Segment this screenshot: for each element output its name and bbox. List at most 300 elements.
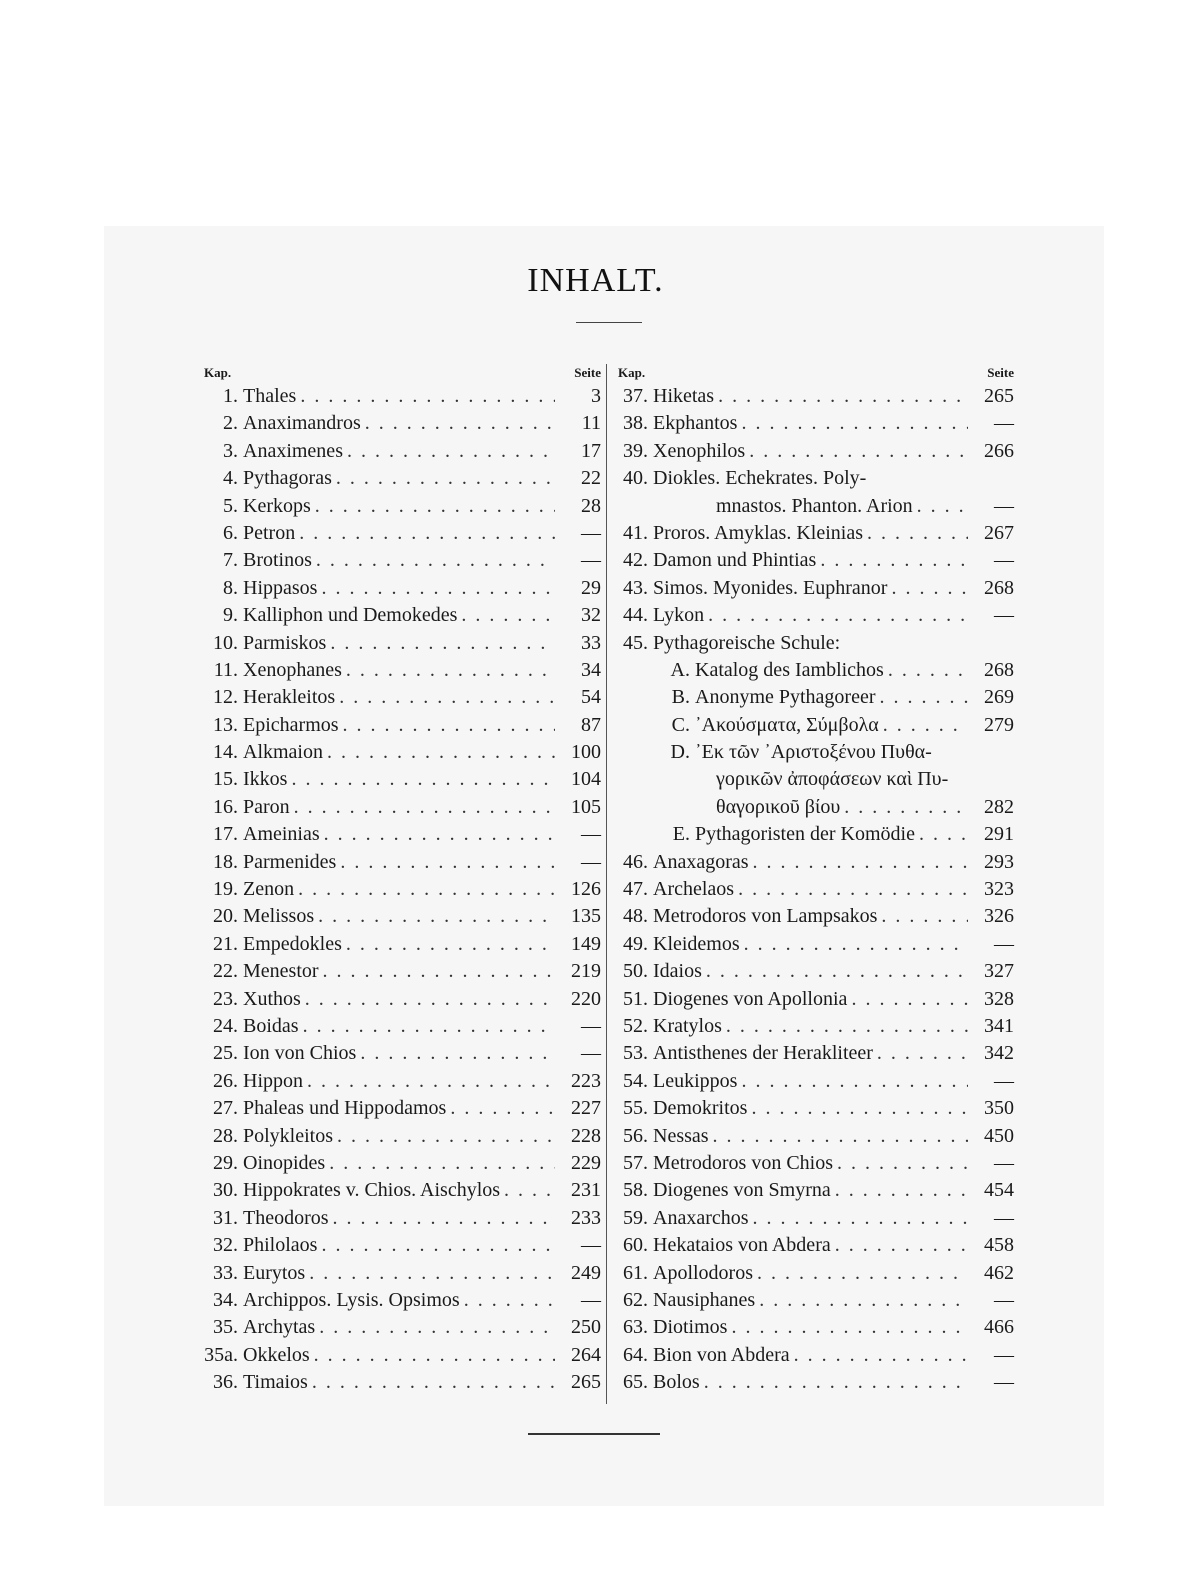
toc-list	[610, 383, 1014, 1396]
entry-number: 54.	[623, 1069, 648, 1092]
toc-entry	[610, 465, 1014, 492]
entry-number: 38.	[623, 412, 648, 435]
toc-entry	[196, 1232, 601, 1259]
entry-number: 21.	[213, 932, 238, 955]
entry-number: 33.	[213, 1261, 238, 1284]
dot-leader	[340, 849, 555, 876]
entry-number: 10.	[213, 631, 238, 654]
entry-title: γορικῶν ἀποφάσεων καὶ Πυ-	[716, 768, 949, 791]
toc-entry	[196, 684, 601, 711]
entry-page: 327	[984, 960, 1014, 983]
entry-page: 220	[571, 987, 601, 1010]
entry-title: Metrodoros von Lampsakos	[653, 905, 878, 928]
dot-leader	[321, 1232, 555, 1259]
entry-page: 223	[571, 1069, 601, 1092]
entry-number: 52.	[623, 1014, 648, 1037]
entry-number: 48.	[623, 905, 648, 928]
entry-number: 65.	[623, 1371, 648, 1394]
toc-entry	[196, 986, 601, 1013]
entry-title: Epicharmos	[243, 713, 339, 736]
entry-number: 29.	[213, 1151, 238, 1174]
entry-number: 57.	[623, 1151, 648, 1174]
entry-number: 59.	[623, 1206, 648, 1229]
entry-title: θαγορικοῦ βίου	[716, 795, 841, 818]
entry-page: 328	[984, 987, 1014, 1010]
entry-page: —	[581, 1014, 601, 1037]
entry-title: Kerkops	[243, 494, 311, 517]
entry-title: Bion von Abdera	[653, 1343, 790, 1366]
dot-leader	[337, 1123, 555, 1150]
column-header	[610, 362, 1014, 383]
toc-entry	[196, 410, 601, 437]
entry-title: Petron	[243, 521, 296, 544]
toc-entry	[610, 1013, 1014, 1040]
entry-title: Zenon	[243, 878, 295, 901]
entry-title: Herakleitos	[243, 686, 336, 709]
dot-leader	[744, 931, 968, 958]
entry-number: 53.	[623, 1042, 648, 1065]
entry-title: Pythagoristen der Komödie	[695, 823, 915, 846]
entry-number: 4.	[223, 467, 238, 490]
entry-number: 51.	[623, 987, 648, 1010]
entry-number: 7.	[223, 549, 238, 572]
entry-number: 62.	[623, 1288, 648, 1311]
entry-page: —	[994, 1343, 1014, 1366]
entry-number: 37.	[623, 385, 648, 407]
dot-leader	[877, 1040, 968, 1067]
entry-page: 105	[571, 795, 601, 818]
column-header	[196, 362, 601, 383]
kap-label: Kap.	[204, 365, 232, 380]
dot-leader	[339, 684, 555, 711]
dot-leader	[343, 712, 555, 739]
toc-entry	[196, 1260, 601, 1287]
toc-entry	[196, 766, 601, 793]
dot-leader	[888, 657, 968, 684]
entry-page: 462	[984, 1261, 1014, 1284]
entry-number: 60.	[623, 1234, 648, 1257]
toc-column-left	[196, 362, 601, 1396]
entry-title: Brotinos	[243, 549, 312, 572]
toc-entry	[610, 630, 1014, 657]
entry-page: —	[581, 1288, 601, 1311]
dot-leader	[837, 1150, 968, 1177]
entry-title: Anaximenes	[243, 439, 343, 462]
entry-title: Apollodoros	[653, 1261, 753, 1284]
entry-title: Eurytos	[243, 1261, 306, 1284]
entry-page: 323	[984, 878, 1014, 901]
toc-entry	[610, 493, 1014, 520]
entry-page: —	[994, 932, 1014, 955]
dot-leader	[867, 520, 968, 547]
entry-number: 25.	[213, 1042, 238, 1065]
entry-page: 282	[984, 795, 1014, 818]
entry-number: 30.	[213, 1179, 238, 1202]
entry-page: 265	[984, 385, 1014, 407]
entry-page: 22	[581, 467, 601, 490]
entry-page: —	[581, 823, 601, 846]
entry-page: 279	[984, 713, 1014, 736]
toc-entry	[196, 849, 601, 876]
entry-page: —	[994, 494, 1014, 517]
entry-number: E.	[672, 823, 690, 846]
entry-number: 20.	[213, 905, 238, 928]
dot-leader	[741, 1068, 968, 1095]
bottom-divider	[528, 1433, 660, 1435]
toc-entry	[196, 438, 601, 465]
entry-title: Nausiphanes	[653, 1288, 756, 1311]
entry-number: 44.	[623, 604, 648, 627]
entry-number: 64.	[623, 1343, 648, 1366]
entry-number: 16.	[213, 795, 238, 818]
entry-page: 231	[571, 1179, 601, 1202]
entry-title: Anaxagoras	[653, 850, 749, 873]
dot-leader	[360, 1040, 555, 1067]
entry-title: Damon und Phintias	[653, 549, 817, 572]
dot-leader	[891, 575, 968, 602]
entry-page: 11	[581, 412, 601, 435]
entry-number: 31.	[213, 1206, 238, 1229]
toc-entry	[196, 1287, 601, 1314]
entry-title: Empedokles	[243, 932, 342, 955]
dot-leader	[759, 1287, 968, 1314]
entry-title: Diotimos	[653, 1316, 728, 1339]
entry-title: Hiketas	[653, 385, 715, 407]
entry-title: Hippon	[243, 1069, 303, 1092]
toc-entry	[610, 410, 1014, 437]
toc-entry	[610, 1095, 1014, 1122]
entry-page: 229	[571, 1151, 601, 1174]
entry-title: Polykleitos	[243, 1124, 334, 1147]
toc-entry	[610, 766, 1014, 793]
toc-entry	[196, 876, 601, 903]
entry-page: 228	[571, 1124, 601, 1147]
toc-entry	[196, 739, 601, 766]
dot-leader	[309, 1260, 555, 1287]
toc-entry	[196, 958, 601, 985]
dot-leader	[794, 1342, 968, 1369]
entry-title: Archelaos	[653, 878, 735, 901]
entry-title: Thales	[243, 385, 297, 407]
toc-entry	[610, 958, 1014, 985]
toc-entry	[196, 1123, 601, 1150]
entry-title: Pythagoras	[243, 467, 332, 490]
toc-entry	[196, 1013, 601, 1040]
entry-number: 24.	[213, 1014, 238, 1037]
entry-number: 19.	[213, 878, 238, 901]
entry-title: Diogenes von Smyrna	[653, 1179, 831, 1202]
dot-leader	[749, 438, 968, 465]
toc-entry	[610, 821, 1014, 848]
entry-page: 450	[984, 1124, 1014, 1147]
entry-page: 291	[984, 823, 1014, 846]
entry-page: —	[581, 1234, 601, 1257]
dot-leader	[298, 876, 555, 903]
entry-title: Xenophilos	[653, 439, 746, 462]
entry-number: 47.	[623, 878, 648, 901]
toc-entry	[610, 849, 1014, 876]
entry-page: 227	[571, 1097, 601, 1120]
entry-number: 11.	[213, 658, 238, 681]
entry-page: 126	[571, 878, 601, 901]
title-divider	[576, 322, 642, 323]
entry-number: 1.	[223, 385, 238, 407]
entry-title: Ion von Chios	[243, 1042, 357, 1065]
entry-number: 55.	[623, 1097, 648, 1120]
dot-leader	[333, 1205, 555, 1232]
entry-title: Anaxarchos	[653, 1206, 749, 1229]
toc-entry	[196, 1040, 601, 1067]
column-divider	[606, 364, 607, 1404]
toc-entry	[610, 1150, 1014, 1177]
dot-leader	[319, 1314, 555, 1341]
dot-leader	[316, 547, 555, 574]
entry-number: 40.	[623, 467, 648, 490]
entry-title: ᾿Ακούσματα, Σύμβολα	[695, 713, 879, 736]
dot-leader	[741, 410, 968, 437]
dot-leader	[731, 1314, 968, 1341]
dot-leader	[917, 493, 968, 520]
dot-leader	[347, 438, 555, 465]
page-title: INHALT.	[527, 262, 664, 299]
entry-number: 46.	[623, 850, 648, 873]
toc-entry	[610, 1232, 1014, 1259]
entry-page: 250	[571, 1316, 601, 1339]
entry-number: 43.	[623, 576, 648, 599]
dot-leader	[321, 575, 555, 602]
entry-title: Oinopides	[243, 1151, 326, 1174]
entry-page: 269	[984, 686, 1014, 709]
entry-title: Katalog des Iamblichos	[695, 658, 884, 681]
entry-number: 15.	[213, 768, 238, 791]
entry-title: Anonyme Pythagoreer	[695, 686, 876, 709]
entry-title: Parmiskos	[243, 631, 327, 654]
entry-page: 87	[581, 713, 601, 736]
toc-entry	[610, 1123, 1014, 1150]
entry-page: —	[994, 1069, 1014, 1092]
entry-number: 8.	[223, 576, 238, 599]
toc-entry	[196, 493, 601, 520]
dot-leader	[324, 821, 555, 848]
toc-entry	[196, 794, 601, 821]
entry-title: Diokles. Echekrates. Poly-	[653, 467, 867, 490]
dot-leader	[346, 657, 555, 684]
dot-leader	[314, 1342, 555, 1369]
entry-title: Parmenides	[243, 850, 337, 873]
entry-page: 233	[571, 1206, 601, 1229]
dot-leader	[299, 520, 555, 547]
toc-entry	[610, 383, 1014, 410]
entry-title: Melissos	[243, 905, 315, 928]
toc-entry	[610, 931, 1014, 958]
entry-title: Hippokrates v. Chios. Aischylos	[243, 1179, 501, 1202]
toc-entry	[196, 903, 601, 930]
entry-page: 350	[984, 1097, 1014, 1120]
dot-leader	[718, 383, 968, 410]
entry-page: 266	[984, 439, 1014, 462]
entry-title: Ameinias	[243, 823, 320, 846]
entry-title: Kalliphon und Demokedes	[243, 604, 458, 627]
dot-leader	[835, 1232, 968, 1259]
dot-leader	[919, 821, 968, 848]
entry-number: 45.	[623, 631, 648, 654]
entry-page: 219	[571, 960, 601, 983]
toc-entry	[196, 602, 601, 629]
toc-entry	[196, 383, 601, 410]
entry-page: 33	[581, 631, 601, 654]
kap-label: Kap.	[618, 365, 646, 380]
entry-page: —	[994, 549, 1014, 572]
toc-entry	[610, 684, 1014, 711]
entry-number: C.	[671, 713, 690, 736]
entry-page: —	[994, 1371, 1014, 1394]
toc-entry	[610, 712, 1014, 739]
dot-leader	[307, 1068, 555, 1095]
dot-leader	[504, 1177, 555, 1204]
toc-entry	[196, 575, 601, 602]
entry-title: Simos. Myonides. Euphranor	[653, 576, 888, 599]
entry-page: 28	[581, 494, 601, 517]
entry-title: Archippos. Lysis. Opsimos	[243, 1288, 460, 1311]
dot-leader	[300, 383, 555, 410]
entry-title: Xuthos	[243, 987, 301, 1010]
dot-leader	[880, 684, 968, 711]
entry-title: ᾿Εκ τῶν ᾿Αριστοξένου Πυθα-	[695, 741, 932, 764]
seite-label: Seite	[574, 365, 601, 380]
entry-number: 5.	[223, 494, 238, 517]
entry-title: Demokritos	[653, 1097, 748, 1120]
entry-title: Bolos	[653, 1371, 700, 1394]
dot-leader	[461, 602, 555, 629]
dot-leader	[330, 630, 555, 657]
toc-entry	[610, 438, 1014, 465]
entry-page: —	[994, 412, 1014, 435]
toc-entry	[610, 1260, 1014, 1287]
entry-title: Archytas	[243, 1316, 316, 1339]
entry-number: 18.	[213, 850, 238, 873]
entry-title: Philolaos	[243, 1234, 318, 1257]
entry-page: 268	[984, 576, 1014, 599]
seite-label: Seite	[987, 365, 1014, 380]
entry-number: 41.	[623, 521, 648, 544]
entry-page: 249	[571, 1261, 601, 1284]
entry-page: 466	[984, 1316, 1014, 1339]
toc-entry	[610, 1205, 1014, 1232]
entry-title: Theodoros	[243, 1206, 329, 1229]
dot-leader	[450, 1095, 555, 1122]
dot-leader	[365, 410, 555, 437]
toc-entry	[610, 903, 1014, 930]
entry-page: 104	[571, 768, 601, 791]
entry-page: 458	[984, 1234, 1014, 1257]
entry-title: Kratylos	[653, 1014, 722, 1037]
entry-title: Menestor	[243, 960, 319, 983]
dot-leader	[757, 1260, 968, 1287]
entry-number: D.	[670, 741, 690, 764]
dot-leader	[708, 602, 968, 629]
dot-leader	[851, 986, 968, 1013]
toc-entry	[610, 1314, 1014, 1341]
entry-number: 39.	[623, 439, 648, 462]
entry-number: 17.	[213, 823, 238, 846]
entry-title: Anaximandros	[243, 412, 361, 435]
entry-title: Alkmaion	[243, 741, 323, 764]
entry-page: 149	[571, 932, 601, 955]
toc-entry	[610, 794, 1014, 821]
dot-leader	[291, 766, 555, 793]
entry-title: Hekataios von Abdera	[653, 1234, 831, 1257]
entry-page: —	[994, 1206, 1014, 1229]
dot-leader	[820, 547, 968, 574]
entry-number: 42.	[623, 549, 648, 572]
entry-number: 28.	[213, 1124, 238, 1147]
toc-entry	[610, 1068, 1014, 1095]
entry-title: Diogenes von Apollonia	[653, 987, 848, 1010]
entry-number: 32.	[213, 1234, 238, 1257]
toc-entry	[196, 821, 601, 848]
entry-number: 56.	[623, 1124, 648, 1147]
toc-entry	[196, 520, 601, 547]
entry-title: Nessas	[653, 1124, 709, 1147]
toc-entry	[610, 1369, 1014, 1396]
dot-leader	[323, 958, 555, 985]
dot-leader	[327, 739, 555, 766]
entry-title: Lykon	[653, 604, 705, 627]
entry-page: 342	[984, 1042, 1014, 1065]
toc-entry	[610, 657, 1014, 684]
toc-entry	[610, 602, 1014, 629]
entry-number: 26.	[213, 1069, 238, 1092]
dot-leader	[751, 1095, 968, 1122]
entry-page: —	[994, 1151, 1014, 1174]
dot-leader	[753, 849, 968, 876]
entry-page: 454	[984, 1179, 1014, 1202]
entry-title: Ekphantos	[653, 412, 738, 435]
entry-number: 35.	[213, 1316, 238, 1339]
entry-number: 35a.	[204, 1343, 238, 1366]
dot-leader	[726, 1013, 968, 1040]
entry-title: Antisthenes der Herakliteer	[653, 1042, 873, 1065]
dot-leader	[318, 903, 555, 930]
toc-entry	[196, 657, 601, 684]
entry-title: Xenophanes	[243, 658, 342, 681]
toc-entry	[610, 986, 1014, 1013]
toc-entry	[610, 575, 1014, 602]
toc-entry	[196, 1068, 601, 1095]
entry-page: 293	[984, 850, 1014, 873]
entry-title: Boidas	[243, 1014, 299, 1037]
toc-column-right	[610, 362, 1014, 1396]
dot-leader	[738, 876, 968, 903]
entry-title: Idaios	[653, 960, 702, 983]
entry-number: 3.	[223, 439, 238, 462]
entry-page: —	[581, 850, 601, 873]
entry-title: Timaios	[243, 1371, 308, 1394]
toc-entry	[610, 547, 1014, 574]
dot-leader	[883, 712, 968, 739]
entry-page: 54	[581, 686, 601, 709]
dot-leader	[294, 794, 555, 821]
entry-page: —	[581, 1042, 601, 1065]
toc-entry	[196, 1342, 601, 1369]
entry-page: 341	[984, 1014, 1014, 1037]
dot-leader	[704, 1369, 968, 1396]
toc-entry	[196, 712, 601, 739]
dot-leader	[305, 986, 555, 1013]
dot-leader	[844, 794, 968, 821]
entry-number: 23.	[213, 987, 238, 1010]
entry-number: 9.	[223, 604, 238, 627]
